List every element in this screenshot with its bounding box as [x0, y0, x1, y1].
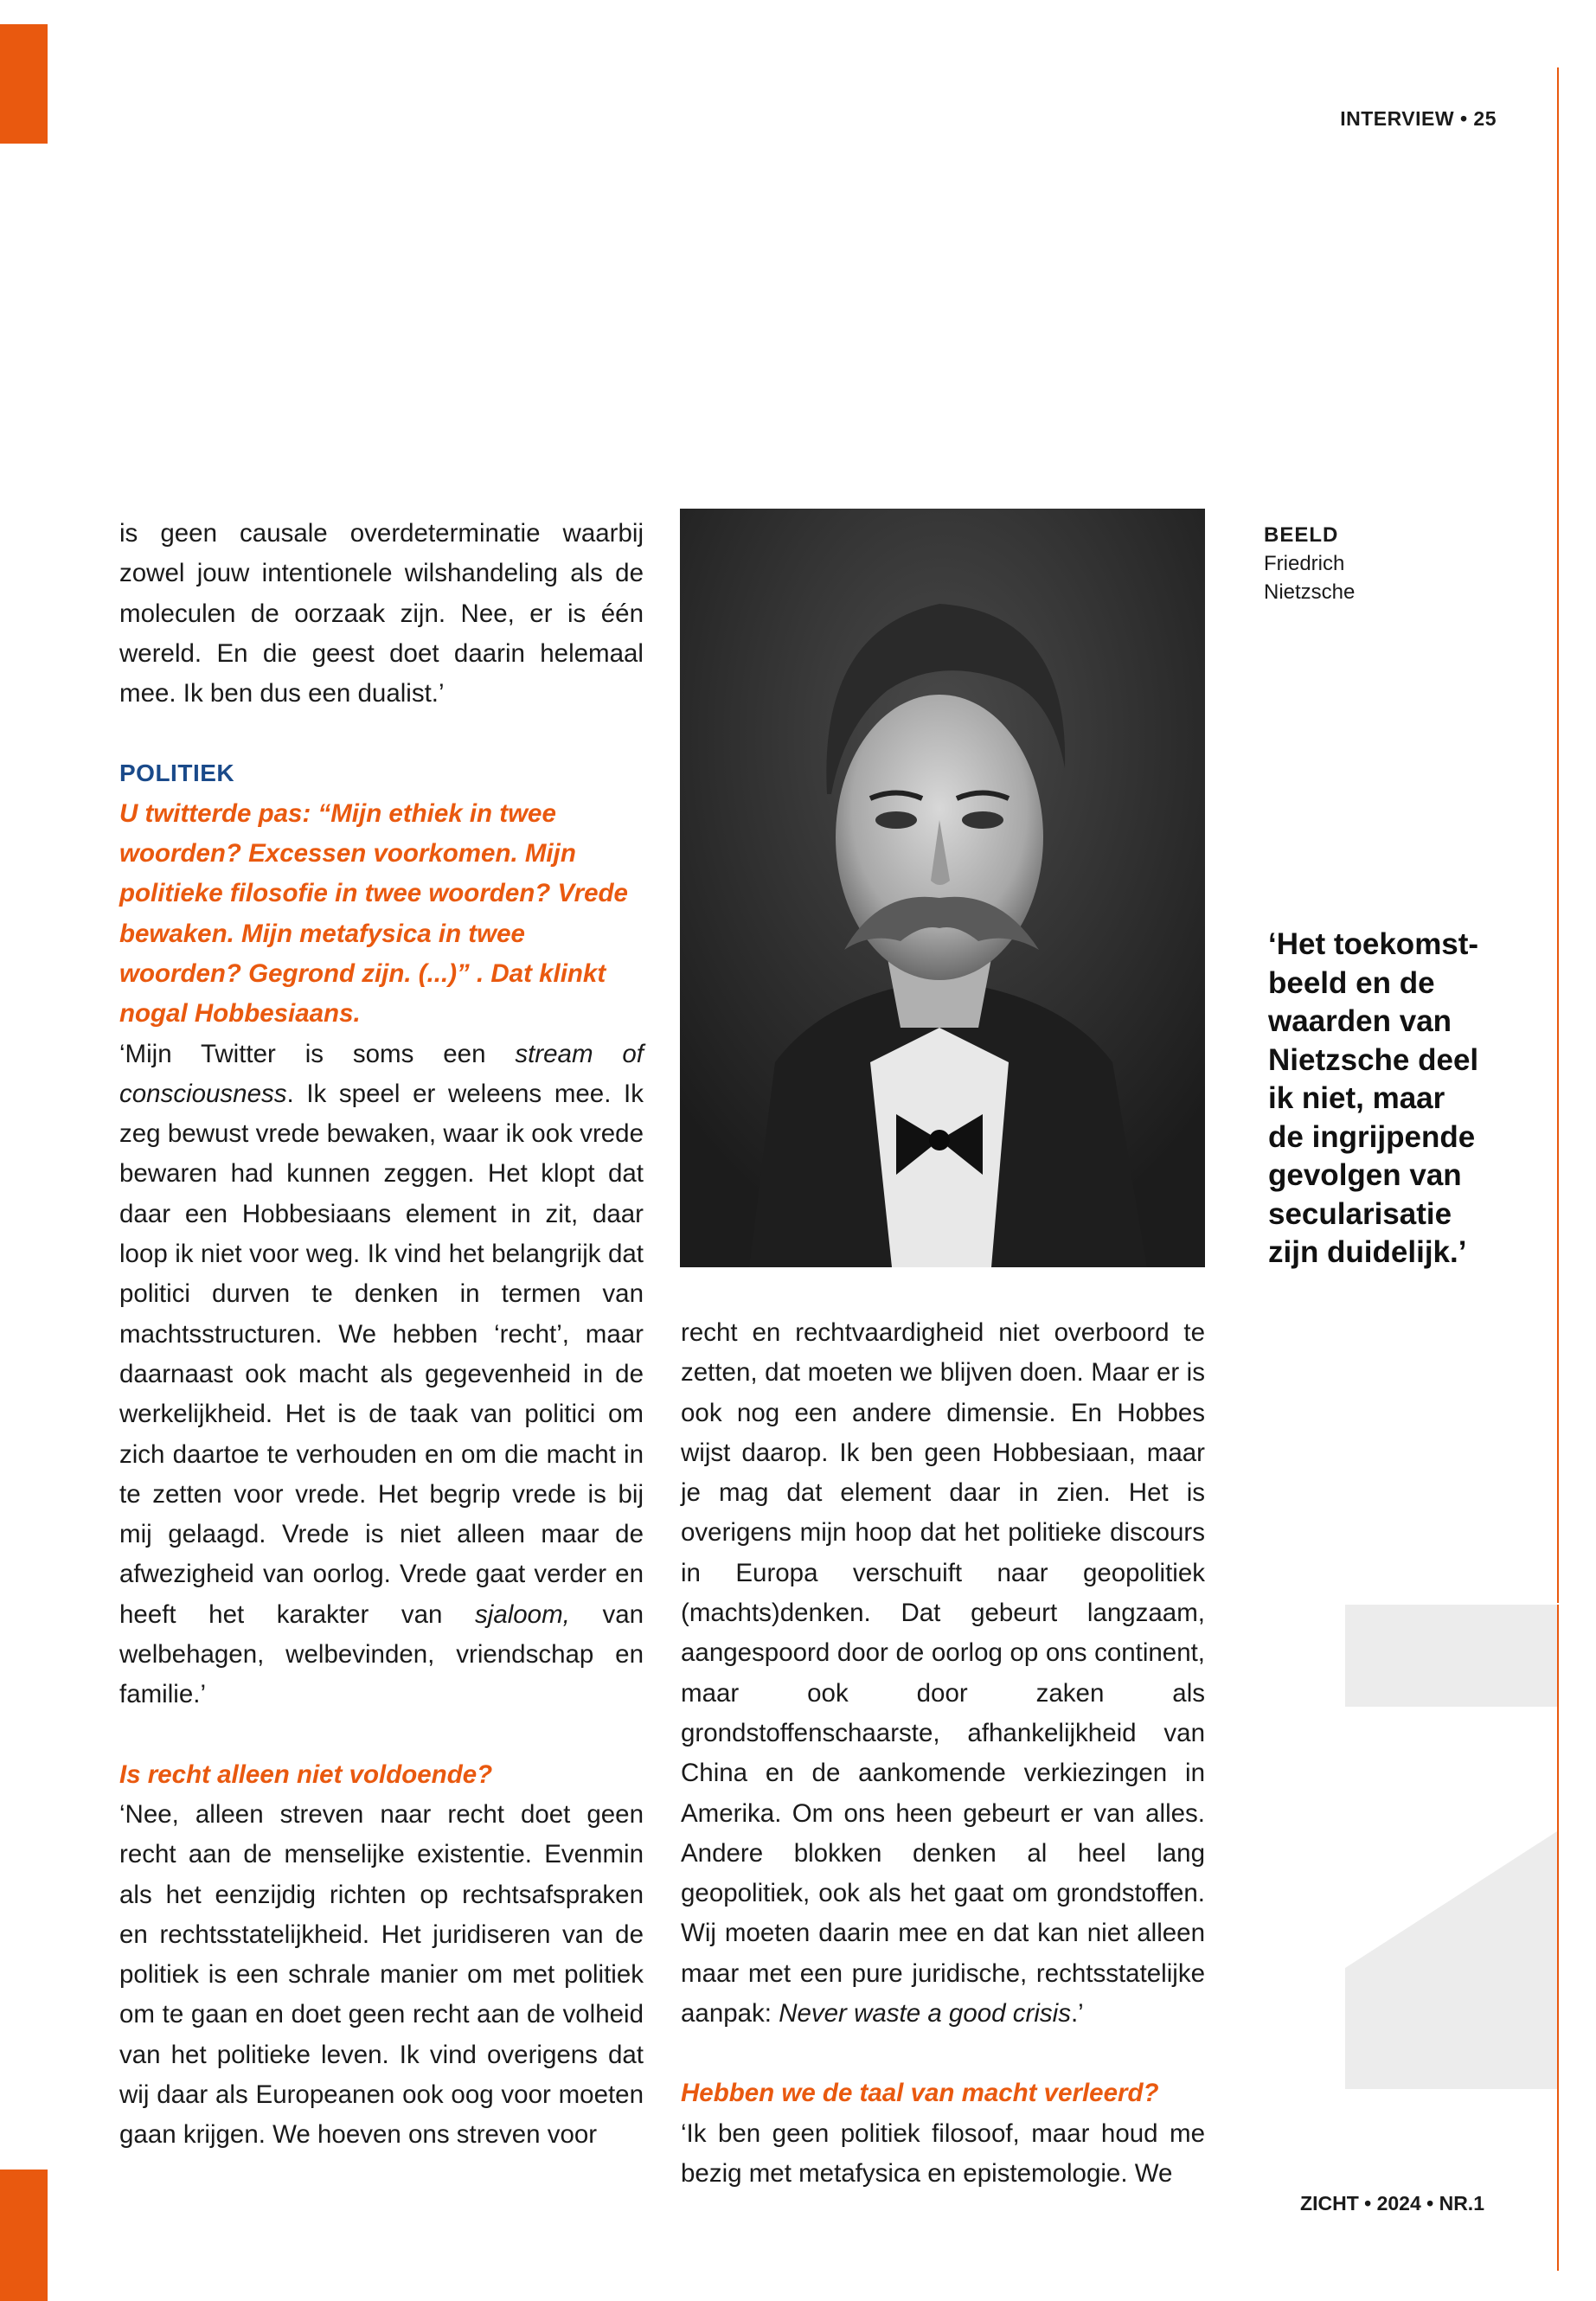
pull-quote: [1268, 926, 1528, 1272]
pull-quote-line: waarden van: [1268, 1004, 1452, 1038]
photo-caption: [1264, 521, 1523, 606]
pull-quote-line: beeld en de: [1268, 965, 1435, 1000]
margin-rule-lower: [1557, 1605, 1559, 2271]
running-header: INTERVIEW • 25: [1340, 107, 1497, 130]
pull-quote-line: ik niet, maar: [1268, 1081, 1445, 1115]
margin-rule: [1557, 67, 1559, 1603]
text-column-middle: [681, 1313, 1205, 2194]
question-1: U twitterde pas: “Mijn ethiek in twee woorden? Excessen voorkomen. Mijn politieke filosofie in twee woorden? Vrede bewaken. Mijn metafysica in twee woorden? Gegrond zijn. (...)” . Dat klinkt nogal Hobbesiaans.: [119, 798, 628, 1029]
orange-edge-bar-bottom: [0, 2170, 48, 2301]
answer-3: ‘Ik ben geen politiek filosoof, maar houd me bezig met metafysica en epistemologie. We: [681, 2118, 1205, 2188]
question-2: Is recht alleen niet voldoende?: [119, 1759, 493, 1789]
section-heading: POLITIEK: [119, 760, 235, 787]
decorative-z-shape: [1345, 1605, 1557, 2089]
answer-1: ‘Mijn Twitter is soms een stream of consciousness. Ik speel er weleens mee. Ik zeg bewust vrede bewaken, waar ik ook vrede bewaren had kunnen zeggen. Het klopt dat daar een Hobbesiaans element in zit, daar loop ik niet voor weg. Ik vind het belangrijk dat politici durven te denken in termen van machtsstructuren. We hebben ‘recht’, maar daarnaast ook macht als gegevenheid in de werkelijkheid. Het is de taak van politici om zich daartoe te verhouden en om die macht in te zetten voor vrede. Het begrip vrede is bij mij gelaagd. Vrede is niet alleen maar de afwezigheid van oorlog. Vrede gaat verder en heeft het karakter van sjaloom, van welbehagen, welbevinden, vriendschap en familie.’: [119, 1039, 644, 1709]
pull-quote-line: Nietzsche deel: [1268, 1042, 1479, 1077]
portrait-photo: [680, 509, 1205, 1267]
pull-quote-line: gevolgen van: [1268, 1158, 1462, 1192]
text-column-left: [119, 514, 644, 2156]
pull-quote-line: ‘Het toekomst-: [1268, 927, 1479, 961]
answer-2: ‘Nee, alleen streven naar recht doet geen recht aan de menselijke existentie. Evenmin als het eenzijdig richten op rechtsafspraken en rechtsstatelijkheid. Het juridiseren van de politiek is een schrale manier om met politiek om te gaan en doet geen recht aan de volheid van het politieke leven. Ik vind overigens dat wij daar als Europeanen ook oog voor moeten gaan krijgen. We hoeven ons streven voor: [119, 1799, 644, 2150]
caption-line-2: Nietzsche: [1264, 580, 1356, 604]
running-footer: ZICHT • 2024 • NR.1: [1300, 2192, 1484, 2214]
pull-quote-line: zijn duidelijk.’: [1268, 1235, 1467, 1269]
pull-quote-line: de ingrijpende: [1268, 1119, 1476, 1154]
intro-paragraph: is geen causale overdeterminatie waarbij zowel jouw intentionele wilshandeling als de moleculen de oorzaak zijn. Nee, er is één wereld. En die geest doet daarin helemaal mee. Ik ben dus een dualist.’: [119, 519, 644, 708]
answer-2-continued: recht en rechtvaardigheid niet overboord te zetten, dat moeten we blijven doen. Maar er is ook nog een andere dimensie. En Hobbes wijst daarop. Ik ben geen Hobbesiaan, maar je mag dat element daar in zien. Het is overigens mijn hoop dat het politieke discours in Europa verschuift naar geopolitiek (machts)denken. Dat gebeurt langzaam, aangespoord door de oorlog op ons continent, maar ook door zaken als grondstoffenschaarste, afhankelijkheid van China en de aankomende verkiezingen in Amerika. Om ons heen gebeurt er van alles. Andere blokken denken al heel lang geopolitiek, ook als het gaat om grondstoffen. Wij moeten daarin mee en dat kan niet alleen maar met een pure juridische, rechtsstatelijke aanpak: Never waste a good crisis.’: [681, 1318, 1205, 2029]
caption-line-1: Friedrich: [1264, 552, 1345, 575]
orange-edge-bar-top: [0, 24, 48, 144]
caption-label: BEELD: [1264, 523, 1339, 547]
pull-quote-line: secularisatie: [1268, 1196, 1452, 1231]
question-3: Hebben we de taal van macht verleerd?: [681, 2079, 1159, 2108]
